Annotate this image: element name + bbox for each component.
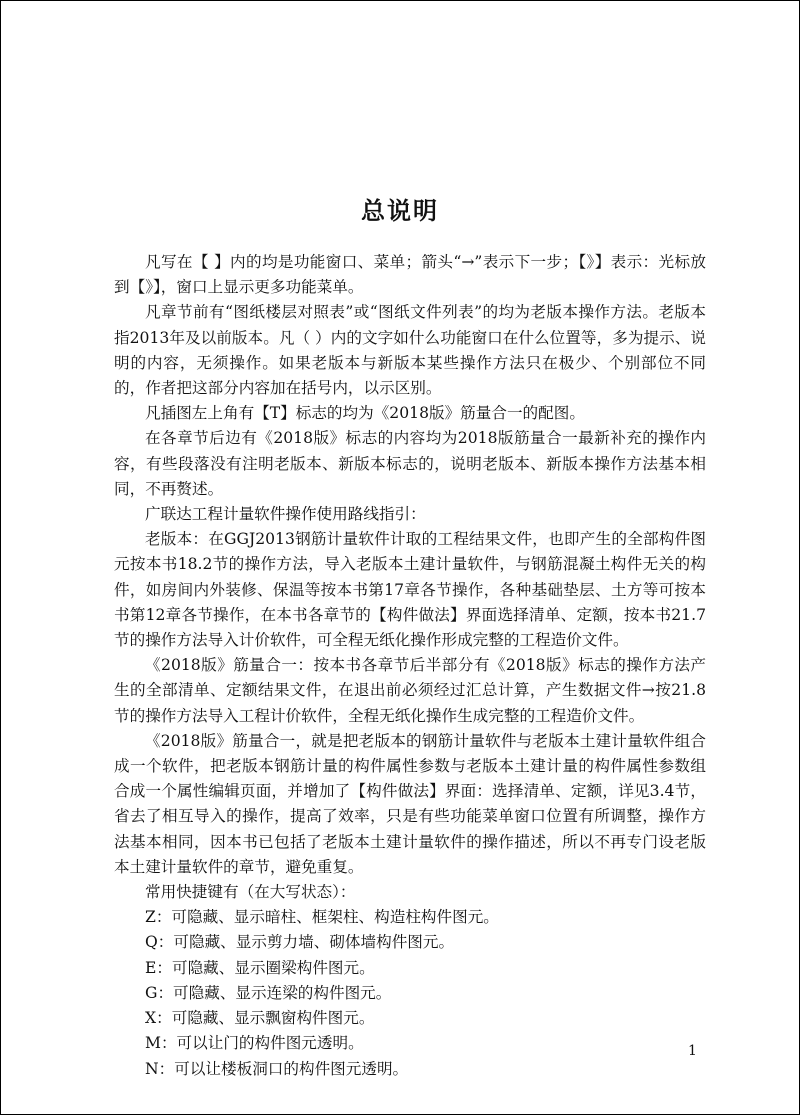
shortcut-item: Z：可隐藏、显示暗柱、框架柱、构造柱构件图元。 — [145, 908, 499, 927]
shortcut-item: E：可隐藏、显示圈梁构件图元。 — [145, 958, 375, 977]
document-body — [114, 250, 706, 1082]
paragraph: 老版本：在GGJ2013钢筋计量软件计取的工程结果文件，也即产生的全部构件图元按本书18.2节的操作方法，导入老版本土建计量软件，与钢筋混凝土构件无关的构件，如房间内外装修、保温等按本书第17章各节操作，各种基础垫层、土方等可按本书第12章各节操作，在本书各章节的【构件做法】界面选择清单、定额，按本书21.7节的操作方法导入计价软件，可全程无纸化操作形成完整的工程造价文件。 — [114, 530, 706, 650]
paragraph: 在各章节后边有《2018版》标志的内容均为2018版筋量合一最新补充的操作内容，有些段落没有注明老版本、新版本标志的，说明老版本、新版本操作方法基本相同，不再赘述。 — [114, 429, 706, 498]
shortcut-item: G：可隐藏、显示连梁的构件图元。 — [145, 983, 392, 1002]
shortcut-item: N：可以让楼板洞口的构件图元透明。 — [145, 1059, 409, 1078]
shortcut-item: Q：可隐藏、显示剪力墙、砌体墙构件图元。 — [145, 933, 455, 952]
paragraph: 凡写在【 】内的均是功能窗口、菜单；箭头“→”表示下一步；【》】表示：光标放到【》】，窗口上显示更多功能菜单。 — [114, 253, 706, 297]
shortcut-item: M：可以让门的构件图元透明。 — [145, 1034, 364, 1053]
paragraph: 凡插图左上角有【T】标志的均为《2018版》筋量合一的配图。 — [145, 404, 585, 423]
paragraph: 凡章节前有“图纸楼层对照表”或“图纸文件列表”的均为老版本操作方法。老版本指2013年及以前版本。凡（ ）内的文字如什么功能窗口在什么位置等，多为提示、说明的内容，无须操作。如果老版本与新版本某些操作方法只在极少、个别部位不同的，作者把这部分内容加在括号内，以示区别。 — [114, 303, 706, 398]
shortcut-item: X：可隐藏、显示飘窗构件图元。 — [145, 1009, 375, 1028]
paragraph: 《2018版》筋量合一：按本书各章节后半部分有《2018版》标志的操作方法产生的全部清单、定额结果文件，在退出前必须经过汇总计算，产生数据文件→按21.8节的操作方法导入工程计价软件，全程无纸化操作生成完整的工程造价文件。 — [114, 656, 706, 725]
paragraph: 《2018版》筋量合一，就是把老版本的钢筋计量软件与老版本土建计量软件组合成一个软件，把老版本钢筋计量的构件属性参数与老版本土建计量的构件属性参数组合成一个属性编辑页面，并增加了【构件做法】界面：选择清单、定额，详见3.4节，省去了相互导入的操作，提高了效率，只是有些功能菜单窗口位置有所调整，操作方法基本相同，因本书已包括了老版本土建计量软件的操作描述，所以不再专门设老版本土建计量软件的章节，避免重复。 — [114, 731, 706, 876]
section-heading: 广联达工程计量软件操作使用路线指引： — [145, 505, 426, 524]
page-number: 1 — [688, 1043, 697, 1059]
page-title: 总说明 — [361, 196, 439, 226]
shortcuts-heading: 常用快捷键有（在大写状态）： — [145, 883, 356, 902]
